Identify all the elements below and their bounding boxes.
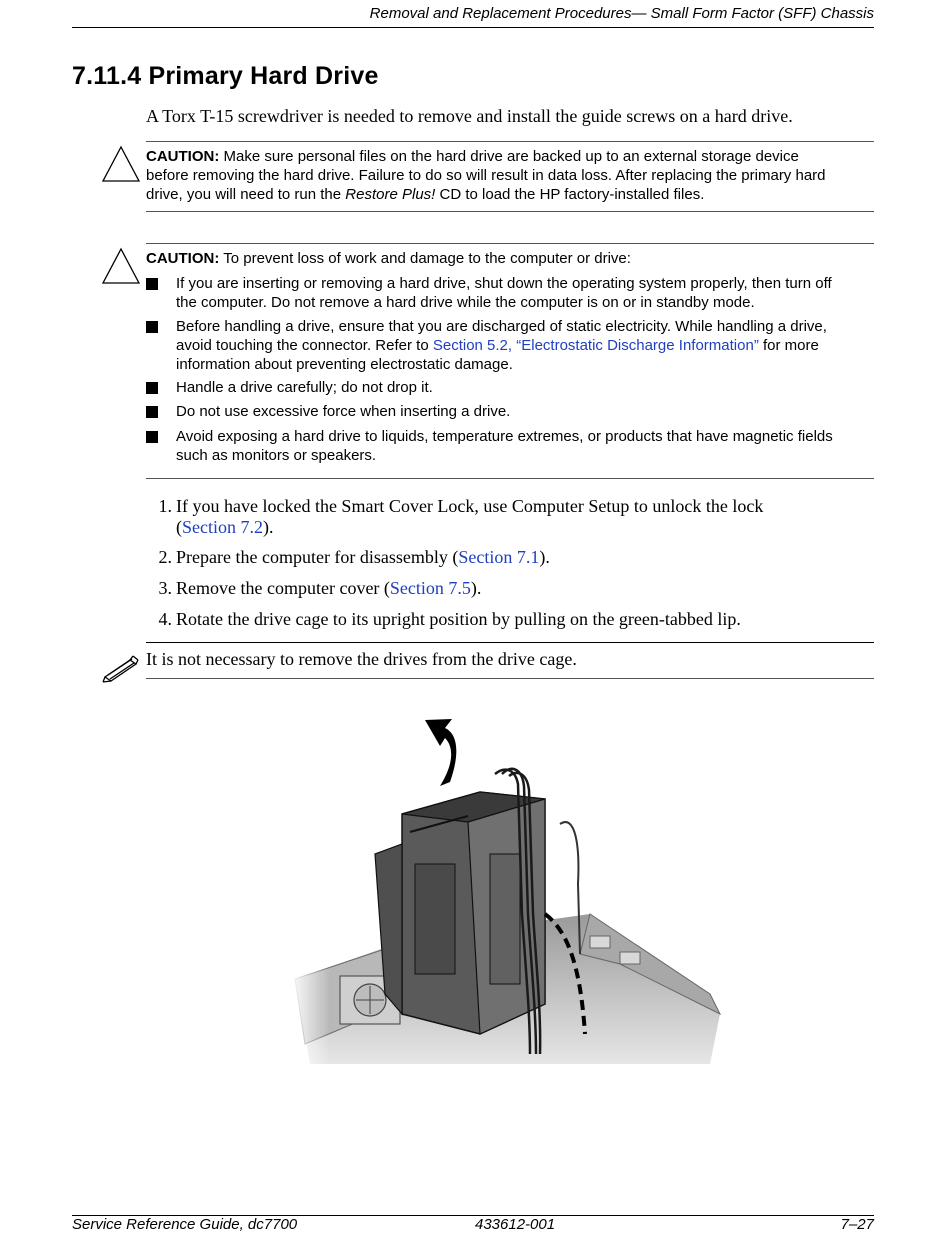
bullet-line: If you are inserting or removing a hard drive, shut down the operating system properly, then turn off — [176, 275, 832, 292]
step-1 — [146, 496, 846, 538]
step-2 — [146, 547, 846, 568]
bullet-line-pre: avoid touching the connector. Refer to — [176, 337, 429, 354]
caution-triangle-icon — [101, 145, 141, 183]
caution1-label: CAUTION: — [146, 148, 220, 165]
step-text-post: ). — [470, 578, 482, 598]
caution2-bullet-2 — [146, 317, 861, 374]
square-bullet-icon — [146, 431, 158, 443]
section-7-1-link[interactable]: Section 7.1 — [458, 547, 540, 567]
caution1-bottom-rule — [146, 211, 874, 212]
bullet-line-post: for more — [763, 337, 819, 354]
section-7-2-link[interactable]: Section 7.2 — [182, 517, 263, 537]
square-bullet-icon — [146, 406, 158, 418]
esd-section-link[interactable]: Section 5.2, “Electrostatic Discharge Information” — [432, 337, 759, 354]
caution2-bullet-1 — [146, 274, 861, 312]
step-text-post: ). — [263, 517, 274, 537]
caution2-intro — [146, 249, 861, 268]
caution1-line3-pre: drive, you will need to run the — [146, 186, 342, 203]
footer-part-number: 433612-001 — [475, 1216, 556, 1233]
step-number: 1. — [158, 496, 172, 516]
caution2-bullet-4 — [146, 402, 861, 421]
section-7-5-link[interactable]: Section 7.5 — [389, 578, 471, 598]
intro-paragraph: A Torx T-15 screwdriver is needed to remove and install the guide screws on a hard drive. — [146, 106, 793, 126]
caution2-label: CAUTION: — [146, 250, 220, 267]
square-bullet-icon — [146, 321, 158, 333]
bullet-line: Before handling a drive, ensure that you are discharged of static electricity. While handling a drive, — [176, 318, 827, 335]
bullet-line: the computer. Do not remove a hard drive while the computer is on or in standby mode. — [176, 294, 755, 311]
step-number: 4. — [158, 609, 172, 629]
note-text: It is not necessary to remove the drives from the drive cage. — [146, 649, 577, 669]
square-bullet-icon — [146, 278, 158, 290]
step-number: 2. — [158, 547, 172, 567]
bullet-line: Avoid exposing a hard drive to liquids, temperature extremes, or products that have magnetic fields — [176, 428, 833, 445]
note-bottom-rule — [146, 678, 874, 679]
caution1-line2: before removing the hard drive. Failure to do so will result in data loss. After replacing the primary hard — [146, 167, 826, 184]
section-title: 7.11.4 Primary Hard Drive — [72, 62, 379, 90]
step-4 — [146, 609, 846, 630]
step-text-pre: Remove the computer cover ( — [176, 578, 390, 598]
square-bullet-icon — [146, 382, 158, 394]
bullet-line: Handle a drive carefully; do not drop it. — [176, 379, 433, 396]
note-top-rule — [146, 642, 874, 643]
drive-cage-illustration — [290, 714, 730, 1064]
running-header: Removal and Replacement Procedures— Small Form Factor (SFF) Chassis — [369, 5, 874, 22]
caution2-text: To prevent loss of work and damage to the computer or drive: — [223, 250, 631, 267]
caution1-top-rule — [146, 141, 874, 142]
footer-guide-title: Service Reference Guide, dc7700 — [72, 1216, 298, 1233]
bullet-line: such as monitors or speakers. — [176, 447, 377, 464]
pencil-note-icon — [102, 651, 140, 683]
caution1-block — [146, 147, 861, 204]
step-text-pre: ( — [176, 517, 182, 537]
step-3 — [146, 578, 846, 599]
caution2-bullet-3 — [146, 378, 861, 397]
step-text-pre: Prepare the computer for disassembly ( — [176, 547, 459, 567]
bullet-line: information about preventing electrostatic damage. — [176, 356, 513, 373]
caution-triangle-icon — [101, 247, 141, 285]
step-text: If you have locked the Smart Cover Lock, use Computer Setup to unlock the lock — [176, 496, 764, 516]
step-text-post: ). — [539, 547, 550, 567]
caution2-top-rule — [146, 243, 874, 244]
caution1-line1: Make sure personal files on the hard drive are backed up to an external storage device — [223, 148, 799, 165]
caution2-bottom-rule — [146, 478, 874, 479]
footer-page-number: 7–27 — [840, 1216, 874, 1233]
header-rule — [72, 27, 874, 28]
caution1-line3-italic: Restore Plus! — [345, 186, 436, 203]
bullet-line: Do not use excessive force when inserting a drive. — [176, 403, 511, 420]
caution2-bullet-5 — [146, 427, 861, 465]
step-text: Rotate the drive cage to its upright position by pulling on the green-tabbed lip. — [176, 609, 741, 629]
step-number: 3. — [158, 578, 172, 598]
caution1-line3-post: CD to load the HP factory-installed files. — [439, 186, 705, 203]
